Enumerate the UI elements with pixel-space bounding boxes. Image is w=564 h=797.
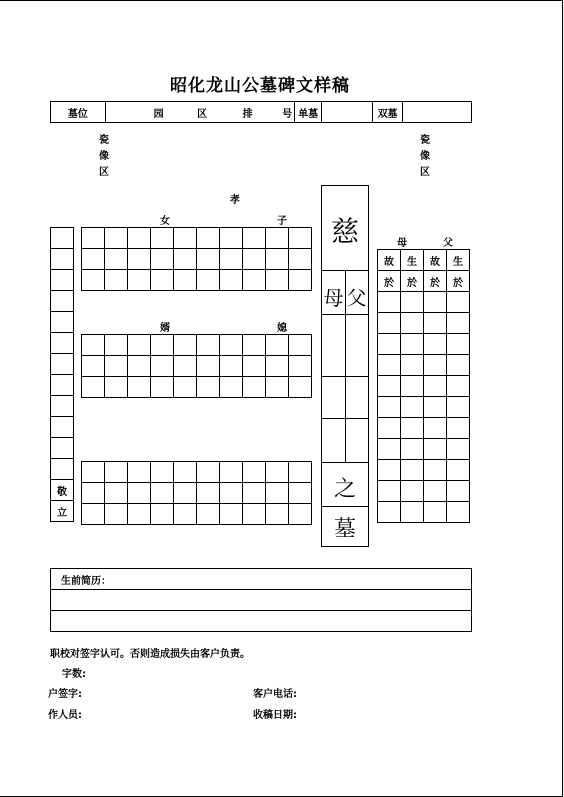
grandchildren-grid	[81, 461, 312, 525]
biography-label: 生前简历：	[51, 569, 472, 590]
disclaimer-note: 职校对签字认可。否则造成损失由客户负责。	[50, 649, 250, 660]
single-tomb-value[interactable]	[322, 102, 373, 123]
left-column-grid	[50, 227, 74, 522]
center-vertical-divider-2	[345, 314, 346, 462]
father-birth-yu: 於	[447, 271, 470, 292]
single-tomb-label: 单墓	[295, 102, 322, 123]
erect-label: 立	[51, 501, 74, 522]
zhi-char: 之	[333, 477, 356, 502]
center-vertical-divider	[345, 270, 346, 314]
biography-table	[50, 568, 472, 632]
tomb-position-header	[50, 101, 472, 123]
in-laws-grid	[81, 334, 312, 398]
customer-sign-label: 户签字:	[48, 689, 82, 700]
mother-birth-label: 生	[401, 250, 424, 271]
row-label: 排	[242, 108, 253, 120]
word-count-label: 字数:	[62, 669, 86, 680]
fu-char: 父	[346, 286, 367, 310]
mu2-char: 墓	[333, 517, 356, 542]
customer-phone-label: 客户电话:	[253, 689, 297, 700]
biography-line-2[interactable]	[51, 611, 472, 632]
mother-death-yu: 於	[378, 271, 401, 292]
double-tomb-label: 双墓	[372, 102, 403, 123]
daughter-label: 女	[160, 216, 170, 227]
center-column	[321, 185, 369, 547]
mu-char: 母	[323, 286, 344, 310]
son-in-law-label: 婿	[160, 323, 170, 334]
center-divider-3	[322, 376, 368, 377]
number-label: 号	[282, 108, 293, 120]
father-death-yu: 於	[424, 271, 447, 292]
father-death-label: 故	[424, 250, 447, 271]
father-birth-label: 生	[447, 250, 470, 271]
double-tomb-value[interactable]	[403, 102, 472, 123]
mother-death-label: 故	[378, 250, 401, 271]
respect-label: 敬	[51, 480, 74, 501]
children-grid-top	[81, 227, 312, 291]
father-label: 父	[443, 238, 453, 249]
biography-line-1[interactable]	[51, 590, 472, 611]
son-label: 子	[277, 216, 287, 227]
staff-label: 作人员:	[48, 710, 82, 721]
photo-area-right: 瓷 像 区	[420, 135, 430, 178]
filial-label: 孝	[230, 195, 240, 206]
mother-birth-yu: 於	[401, 271, 424, 292]
tomb-position-fields	[105, 102, 295, 123]
ci-char: 慈	[330, 215, 359, 248]
mother-label: 母	[397, 238, 407, 249]
parents-grid	[377, 249, 470, 523]
daughter-in-law-label: 媳	[277, 323, 287, 334]
photo-area-left: 瓷 像 区	[99, 135, 109, 178]
center-divider-5	[322, 462, 368, 463]
center-divider-4	[322, 418, 368, 419]
center-divider-6	[322, 506, 368, 507]
park-label: 园	[153, 108, 164, 120]
receive-date-label: 收稿日期:	[253, 710, 297, 721]
page-title: 昭化龙山公墓碑文样稿	[170, 76, 350, 96]
tomb-position-label: 墓位	[51, 102, 106, 123]
area-label: 区	[197, 108, 208, 120]
